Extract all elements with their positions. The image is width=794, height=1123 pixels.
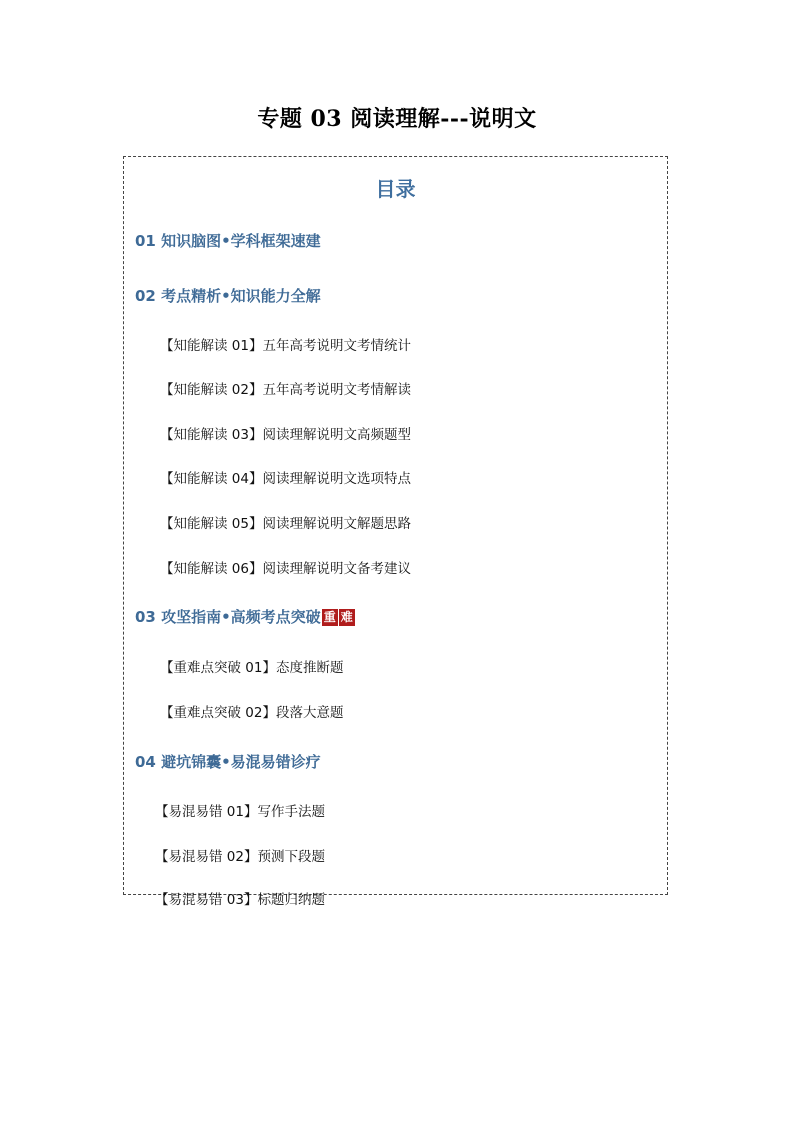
difficulty-tag: 重 [323, 610, 336, 624]
toc-section-02[interactable]: 02 考点精析•知识能力全解 [135, 287, 321, 305]
toc-section-03-label: 03 攻坚指南•高频考点突破 [135, 608, 321, 626]
toc-heading: 目录 [375, 177, 416, 201]
table-of-contents [123, 156, 668, 908]
toc-item[interactable]: 【易混易错 02】预测下段题 [155, 849, 325, 865]
toc-item[interactable]: 【知能解读 02】五年高考说明文考情解读 [160, 382, 411, 398]
toc-item[interactable]: 【易混易错 01】写作手法题 [155, 804, 325, 820]
toc-item[interactable]: 【重难点突破 01】态度推断题 [160, 660, 344, 676]
difficulty-tag: 难 [340, 610, 353, 624]
toc-item[interactable]: 【知能解读 04】阅读理解说明文选项特点 [160, 471, 411, 487]
toc-item[interactable]: 【知能解读 05】阅读理解说明文解题思路 [160, 516, 411, 532]
toc-item[interactable]: 【重难点突破 02】段落大意题 [160, 705, 344, 721]
toc-section-01[interactable]: 01 知识脑图•学科框架速建 [135, 232, 321, 250]
toc-section-03[interactable] [135, 606, 355, 627]
toc-item[interactable]: 【知能解读 03】阅读理解说明文高频题型 [160, 427, 411, 443]
toc-item[interactable]: 【易混易错 03】标题归纳题 [155, 892, 325, 908]
toc-item[interactable]: 【知能解读 06】阅读理解说明文备考建议 [160, 561, 411, 577]
toc-section-04[interactable]: 04 避坑锦囊•易混易错诊疗 [135, 753, 321, 771]
toc-item[interactable]: 【知能解读 01】五年高考说明文考情统计 [160, 338, 411, 354]
document-title: 专题 03 阅读理解---说明文 [257, 106, 537, 132]
